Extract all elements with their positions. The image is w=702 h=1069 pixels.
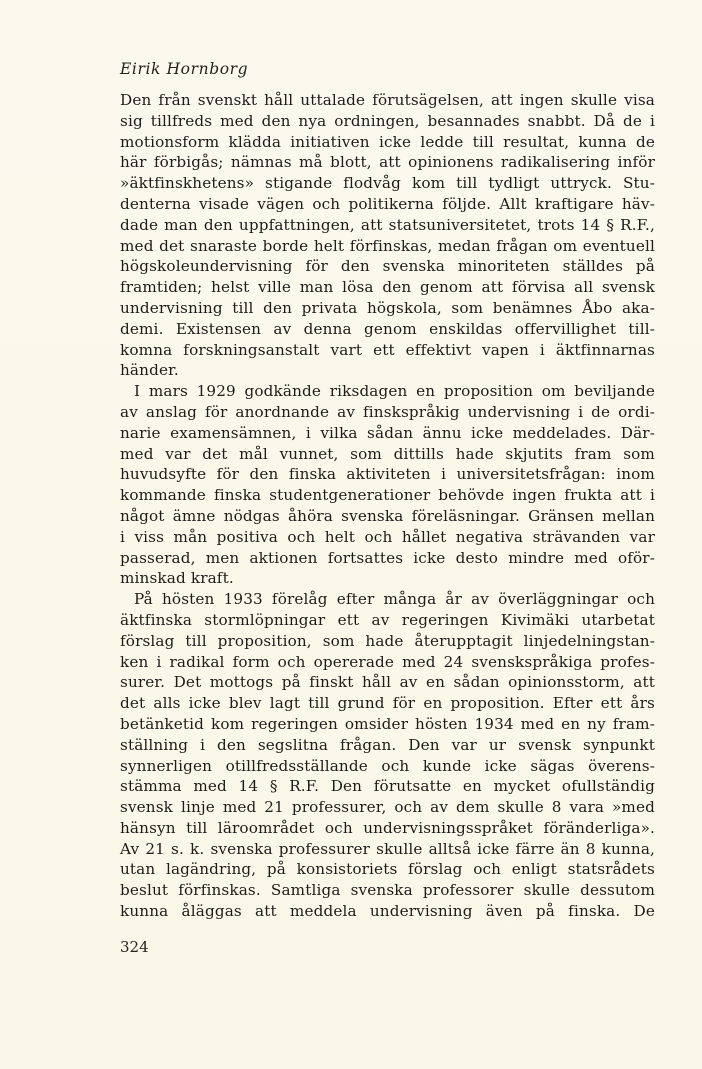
text-line: av anslag för anordnande av finskspråkig undervisning i de ordi- [120, 402, 655, 421]
text-line: något ämne nödgas åhöra svenska föreläsningar. Gränsen mellan [120, 506, 655, 525]
text-line: denterna visade vägen och politikerna följde. Allt kraftigare häv- [120, 194, 655, 213]
paragraph-start-line: I mars 1929 godkände riksdagen en proposition om beviljande [134, 382, 655, 401]
text-line: passerad, men aktionen fortsattes icke desto mindre med oför- [120, 548, 655, 567]
text-line: Den från svenskt håll uttalade förutsägelsen, att ingen skulle visa [120, 91, 655, 109]
text-line: ken i radikal form och opererade med 24 svenskspråkiga profes- [120, 652, 655, 671]
text-line: framtiden; helst ville man lösa den genom att förvisa all svensk [120, 278, 655, 297]
text-line: kunna åläggas att meddela undervisning även på finska. De [120, 902, 655, 921]
text-line: sig tillfreds med den nya ordningen, besannades snabbt. Då de i [120, 111, 655, 130]
running-head-author: Eirik Hornborg [120, 60, 249, 78]
text-line: hänsyn till läroområdet och undervisningsspråket föränderliga». [120, 818, 655, 837]
text-line: »äktfinskhetens» stigande flodvåg kom till tydligt uttryck. Stu- [120, 174, 655, 193]
text-line: komna forskningsanstalt vart ett effektivt vapen i äktfinnarnas [120, 340, 655, 359]
text-line: Av 21 s. k. svenska professurer skulle alltså icke färre än 8 kunna, [120, 839, 655, 858]
text-line: ställning i den segslitna frågan. Den var ur svensk synpunkt [120, 735, 655, 754]
text-line: kommande finska studentgenerationer behövde ingen frukta att i [120, 486, 655, 505]
text-line: minskad kraft. [120, 569, 234, 588]
text-line: betänketid kom regeringen omsider hösten 1934 med en ny fram- [120, 714, 655, 733]
text-line: narie examensämnen, i vilka sådan ännu icke meddelades. Där- [120, 423, 655, 442]
text-line: dade man den uppfattningen, att statsuniversitetet, trots 14 § R.F., [120, 215, 655, 234]
text-line: motionsform klädda initiativen icke ledde till resultat, kunna de [120, 132, 655, 151]
text-line: huvudsyfte för den finska aktiviteten i universitetsfrågan: inom [120, 465, 655, 484]
text-line: här förbigås; nämnas må blott, att opinionens radikalisering inför [120, 153, 655, 172]
text-line: surer. Det mottogs på finskt håll av en sådan opinionsstorm, att [120, 673, 655, 692]
text-line: stämma med 14 § R.F. Den förutsatte en mycket ofullständig [120, 777, 655, 796]
text-line: utan lagändring, på konsistoriets förslag och enligt statsrådets [120, 860, 655, 879]
text-line: beslut förfinskas. Samtliga svenska professorer skulle dessutom [120, 881, 655, 900]
text-line: svensk linje med 21 professurer, och av dem skulle 8 vara »med [120, 798, 655, 817]
text-line: demi. Existensen av denna genom enskildas offervillighet till- [120, 319, 655, 338]
page-number: 324 [120, 938, 149, 956]
text-line: äktfinska stormlöpningar ett av regeringen Kivimäki utarbetat [120, 610, 655, 629]
text-line: med det snaraste borde helt förfinskas, medan frågan om eventuell [120, 236, 655, 255]
text-line: i viss mån positiva och helt och hållet negativa strävanden var [120, 527, 655, 546]
text-line: högskoleundervisning för den svenska minoriteten ställdes på [120, 257, 655, 276]
body-text [120, 90, 655, 922]
text-line: förslag till proposition, som hade återupptagit linjedelningstan- [120, 631, 655, 650]
text-line: synnerligen otillfredsställande och kunde icke sägas överens- [120, 756, 655, 775]
text-line: undervisning till den privata högskola, som benämnes Åbo aka- [120, 298, 655, 317]
text-line: det alls icke blev lagt till grund för en proposition. Efter ett års [120, 694, 655, 713]
paragraph-start-line: På hösten 1933 förelåg efter många år av överläggningar och [134, 590, 655, 609]
text-line: händer. [120, 361, 179, 380]
text-line: med var det mål vunnet, som dittills hade skjutits fram som [120, 444, 655, 463]
